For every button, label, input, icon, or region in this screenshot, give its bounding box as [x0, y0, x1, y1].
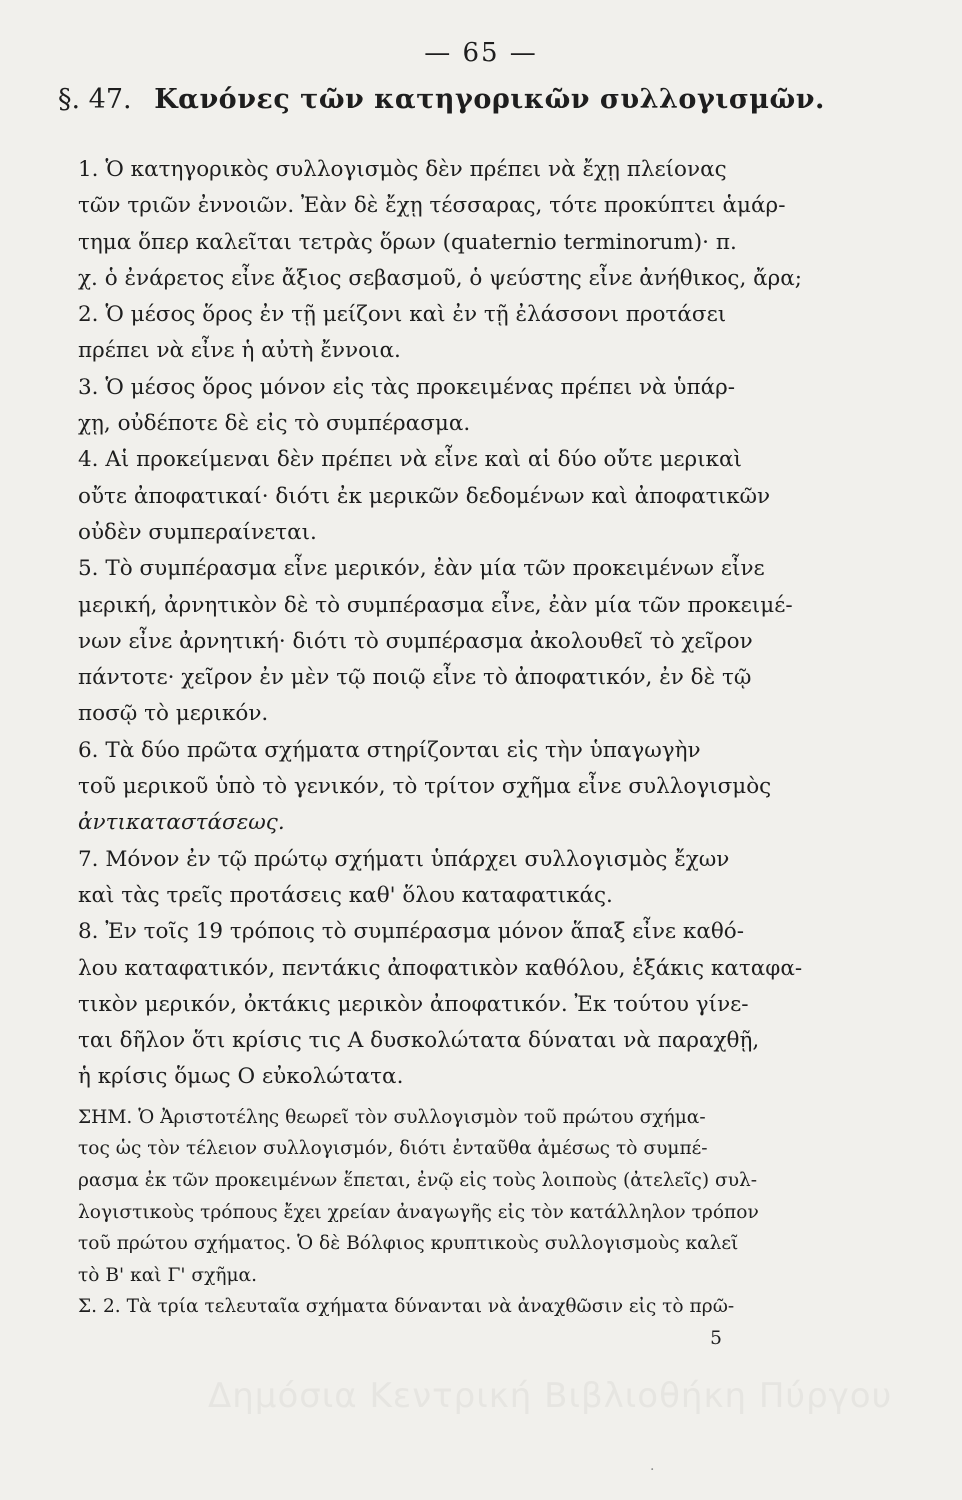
text-line: πρέπει νὰ εἶνε ἡ αὐτὴ ἔννοια.	[78, 338, 401, 364]
note-line: ρασμα ἐκ τῶν προκειμένων ἕπεται, ἐνῷ εἰς τοὺς λοιποὺς (ἀτελεῖς) συλ-	[78, 1169, 758, 1191]
text-line: 2. Ὁ μέσος ὅρος ἐν τῇ μείζονι καὶ ἐν τῇ ἐλάσσονι προτάσει	[78, 302, 727, 328]
note-line: λογιστικοὺς τρόπους ἔχει χρείαν ἀναγωγῆς εἰς τὸν κατάλληλον τρόπον	[78, 1201, 759, 1223]
note-line: τος ὡς τὸν τέλειον συλλογισμόν, διότι ἐνταῦθα ἀμέσως τὸ συμπέ-	[78, 1138, 708, 1160]
signature-mark: 5	[710, 1327, 722, 1349]
text-line: μερική, ἀρνητικὸν δὲ τὸ συμπέρασμα εἶνε, ἐὰν μία τῶν προκειμέ-	[78, 592, 793, 618]
text-line: νων εἶνε ἀρνητική· διότι τὸ συμπέρασμα ἀκολουθεῖ τὸ χεῖρον	[78, 628, 753, 654]
text-line: λου καταφατικόν, πεντάκις ἀποφατικὸν καθόλου, ἑξάκις καταφα-	[78, 955, 803, 981]
section-heading	[58, 84, 918, 115]
section-title: Κανόνες τῶν κατηγορικῶν συλλογισμῶν.	[154, 84, 825, 115]
text-line: 7. Μόνον ἐν τῷ πρώτῳ σχήματι ὑπάρχει συλλογισμὸς ἔχων	[78, 846, 730, 872]
text-line: 8. Ἐν τοῖς 19 τρόποις τὸ συμπέρασμα μόνον ἅπαξ εἶνε καθό-	[78, 919, 745, 945]
text-line: ἀντικαταστάσεως.	[78, 810, 285, 836]
note-line: ΣΗΜ. Ὁ Ἀριστοτέλης θεωρεῖ τὸν συλλογισμὸν τοῦ πρώτου σχήμα-	[78, 1106, 706, 1128]
note-line: τὸ Β' καὶ Γ' σχῆμα.	[78, 1264, 258, 1286]
text-line: ποσῷ τὸ μερικόν.	[78, 701, 269, 727]
text-line: τημα ὅπερ καλεῖται τετρὰς ὅρων (quaternio terminorum)· π.	[78, 229, 737, 255]
text-line: τοῦ μερικοῦ ὑπὸ τὸ γενικόν, τὸ τρίτον σχῆμα εἶνε συλλογισμὸς	[78, 774, 772, 800]
text-line: οὔτε ἀποφατικαί· διότι ἐκ μερικῶν δεδομένων καὶ ἀποφατικῶν	[78, 483, 771, 509]
page-number: — 65 —	[424, 38, 538, 68]
text-line: πάντοτε· χεῖρον ἐν μὲν τῷ ποιῷ εἶνε τὸ ἀποφατικόν, ἐν δὲ τῷ	[78, 665, 752, 691]
note-line: τοῦ πρώτου σχήματος. Ὁ δὲ Βόλφιος κρυπτικοὺς συλλογισμοὺς καλεῖ	[78, 1233, 739, 1255]
text-line: 6. Τὰ δύο πρῶτα σχήματα στηρίζονται εἰς τὴν ὑπαγωγὴν	[78, 737, 701, 763]
text-line: 4. Αἱ προκείμεναι δὲν πρέπει νὰ εἶνε καὶ αἱ δύο οὔτε μερικαὶ	[78, 447, 742, 473]
text-line: τικὸν μερικόν, ὀκτάκις μερικὸν ἀποφατικόν. Ἐκ τούτου γίνε-	[78, 991, 749, 1017]
scan-speck: ·	[650, 1462, 655, 1478]
section-mark: §. 47.	[58, 84, 132, 115]
text-line: ἡ κρίσις ὅμως Ο εὐκολώτατα.	[78, 1064, 404, 1090]
note-line: Σ. 2. Τὰ τρία τελευταῖα σχήματα δύνανται νὰ ἀναχθῶσιν εἰς τὸ πρῶ-	[78, 1296, 735, 1318]
body-text	[78, 152, 918, 1354]
text-line: οὐδὲν συμπεραίνεται.	[78, 519, 317, 545]
text-line: χῃ, οὐδέποτε δὲ εἰς τὸ συμπέρασμα.	[78, 411, 471, 437]
text-line: ται δῆλον ὅτι κρίσις τις Α δυσκολώτατα δύναται νὰ παραχθῇ,	[78, 1028, 760, 1054]
text-line: 3. Ὁ μέσος ὅρος μόνον εἰς τὰς προκειμένας πρέπει νὰ ὑπάρ-	[78, 374, 736, 400]
text-line: χ. ὁ ἐνάρετος εἶνε ἄξιος σεβασμοῦ, ὁ ψεύστης εἶνε ἀνήθικος, ἄρα;	[78, 265, 803, 291]
text-line: καὶ τὰς τρεῖς προτάσεις καθ' ὅλου καταφατικάς.	[78, 882, 613, 908]
text-line: 5. Τὸ συμπέρασμα εἶνε μερικόν, ἐὰν μία τῶν προκειμένων εἶνε	[78, 556, 765, 582]
text-line: 1. Ὁ κατηγορικὸς συλλογισμὸς δὲν πρέπει νὰ ἔχῃ πλείονας	[78, 157, 727, 182]
library-watermark: Δημόσια Κεντρική Βιβλιοθήκη Πύργου	[208, 1376, 893, 1416]
text-line: τῶν τριῶν ἐννοιῶν. Ἐὰν δὲ ἔχῃ τέσσαρας, τότε προκύπτει ἁμάρ-	[78, 193, 786, 219]
